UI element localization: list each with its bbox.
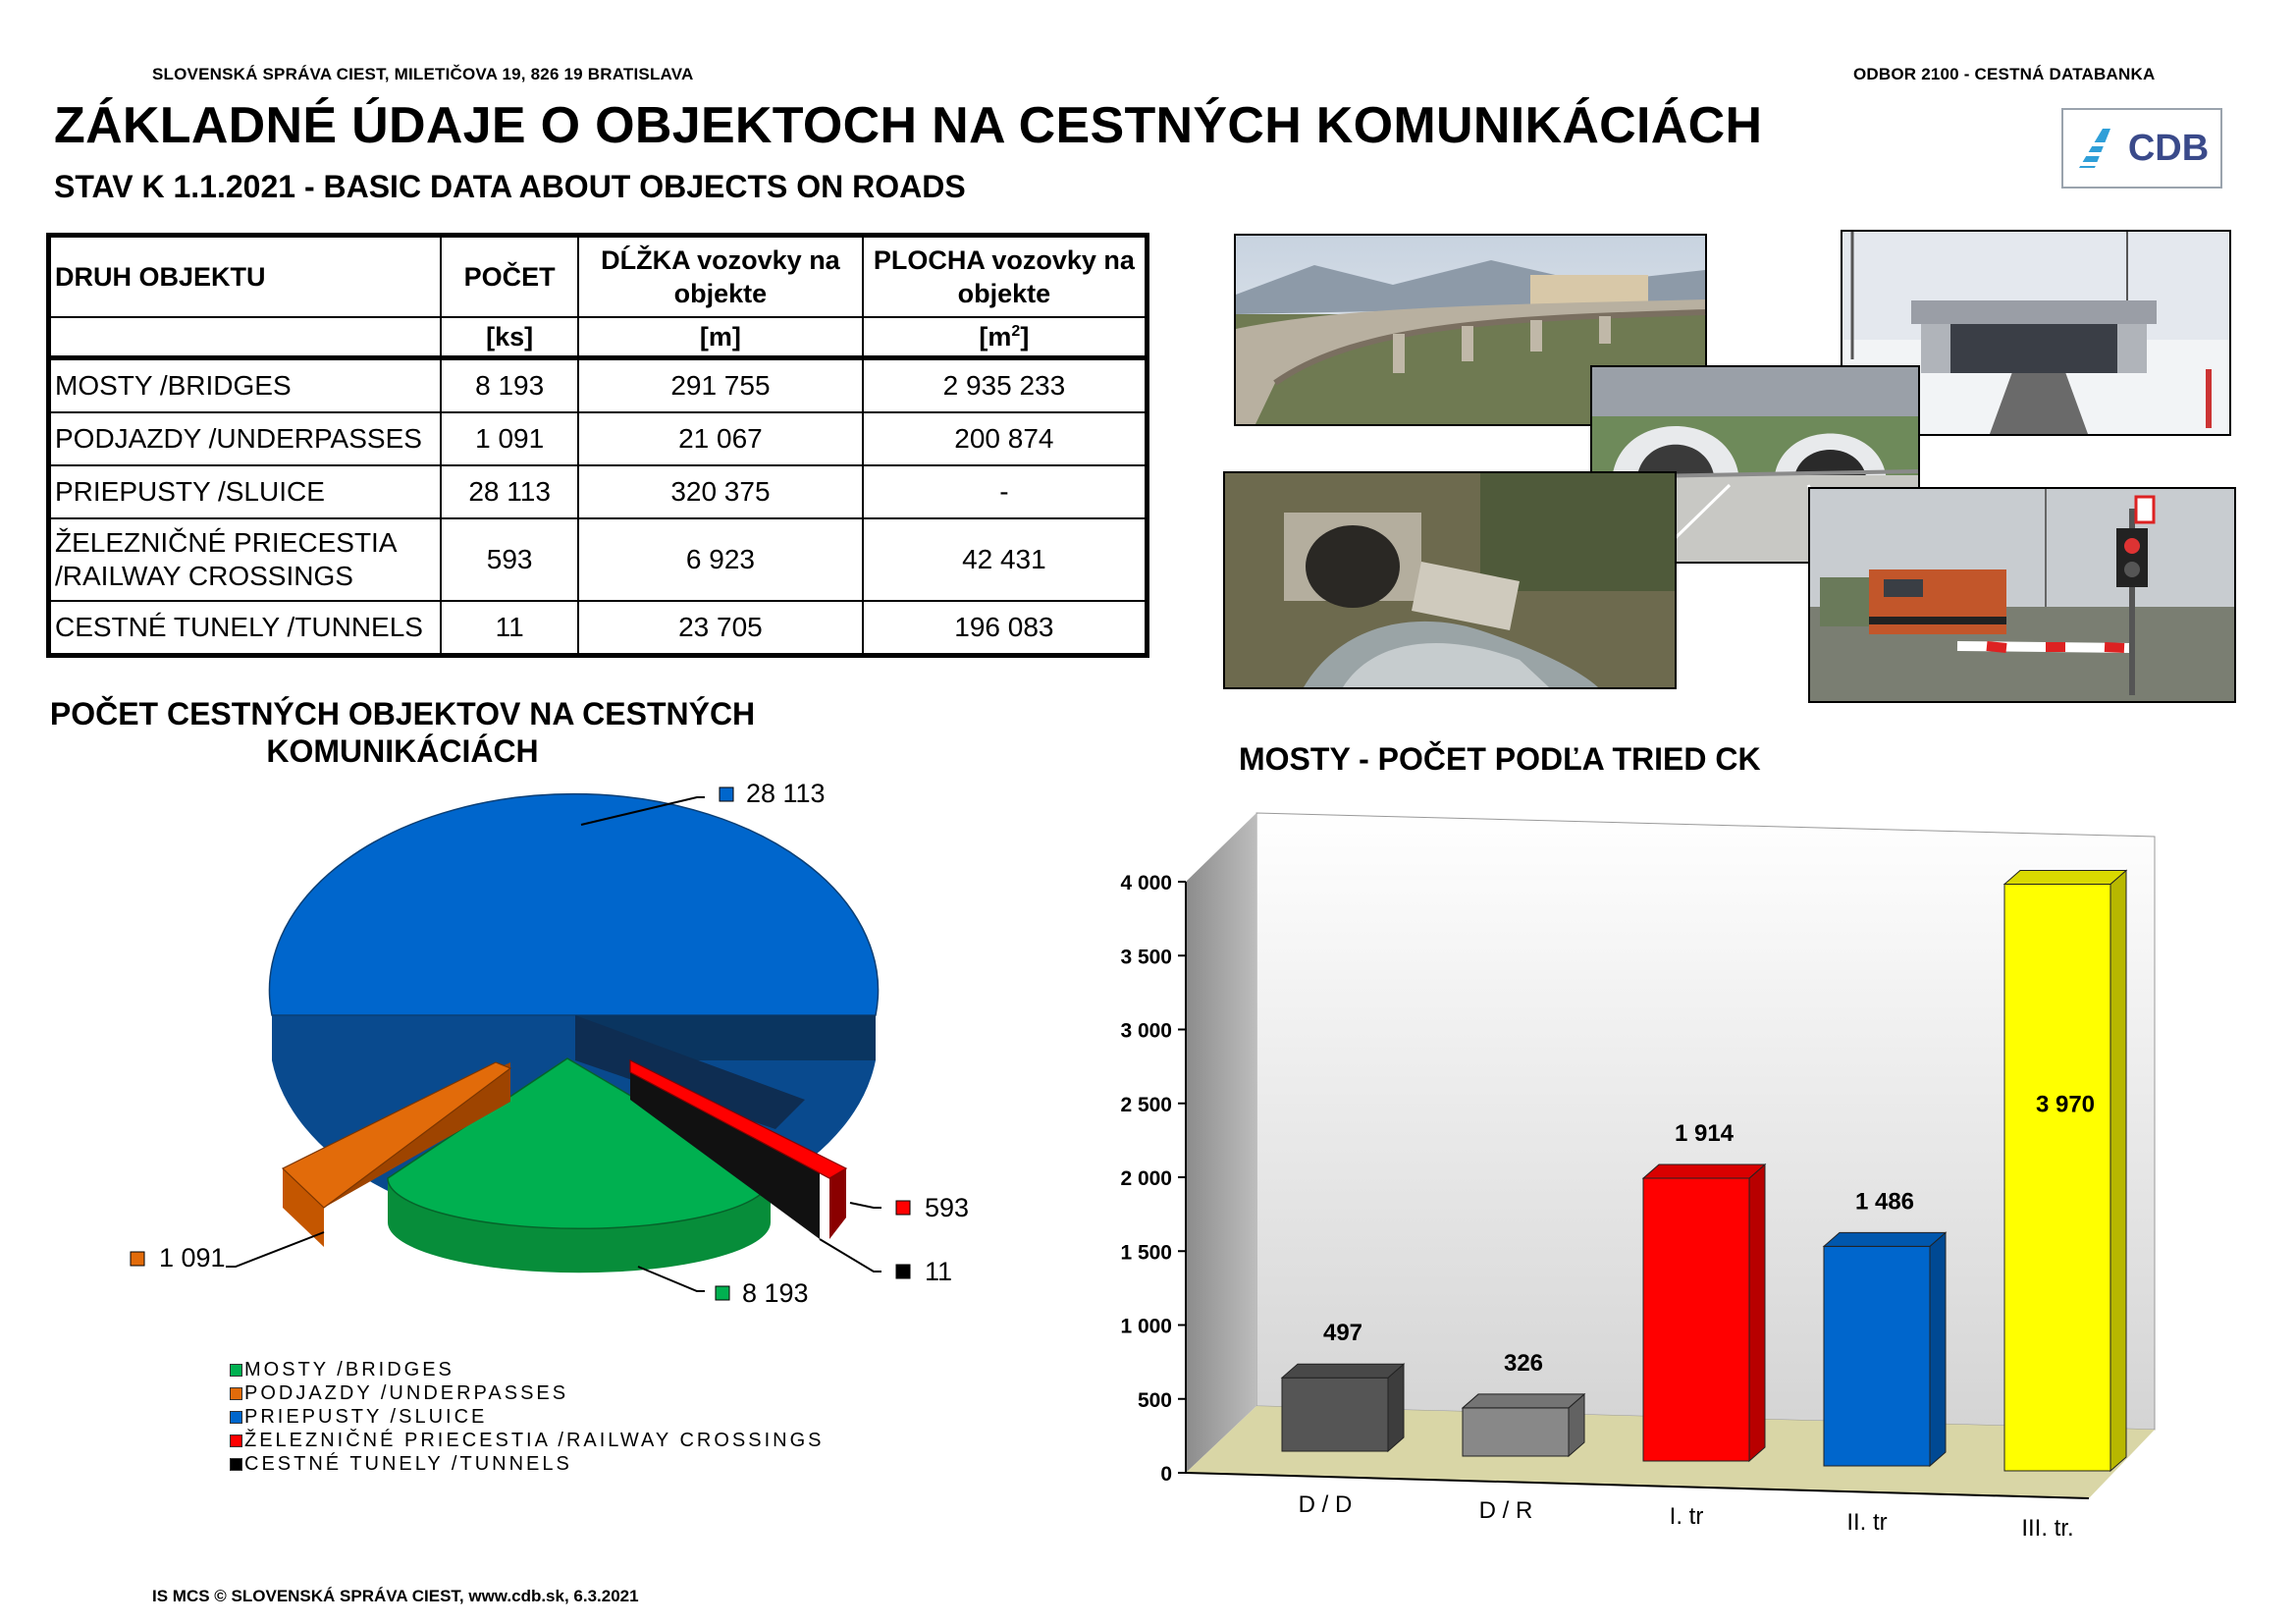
- row-length: 6 923: [578, 518, 863, 601]
- legend-item: [230, 1429, 824, 1452]
- x-tick-label: III. tr.: [2021, 1515, 2074, 1542]
- leader-line-underpasses: [226, 1232, 324, 1267]
- table-row: [49, 412, 1148, 465]
- culvert-photo: [1223, 471, 1677, 689]
- legend-swatch: [230, 1387, 242, 1400]
- bar-side-3: [1749, 1164, 1765, 1461]
- bar-value-label: 3 970: [2035, 1091, 2096, 1118]
- bar-value-label: 1 914: [1674, 1119, 1735, 1147]
- pie-label-sluice: 28 113: [746, 779, 826, 808]
- header-area: PLOCHA vozovky na objekte: [863, 236, 1148, 318]
- label-swatch-sluice: [720, 787, 733, 801]
- row-name: PRIEPUSTY /SLUICE: [49, 465, 442, 518]
- organization-address: SLOVENSKÁ SPRÁVA CIEST, MILETIČOVA 19, 826 19 BRATISLAVA: [152, 65, 694, 83]
- legend-swatch: [230, 1364, 242, 1377]
- table-row: [49, 518, 1148, 601]
- row-name: ŽELEZNIČNÉ PRIECESTIA /RAILWAY CROSSINGS: [49, 518, 442, 601]
- bar-side-4: [1930, 1232, 1946, 1466]
- page-title: ZÁKLADNÉ ÚDAJE O OBJEKTOCH NA CESTNÝCH KOMUNIKÁCIÁCH: [54, 97, 1763, 154]
- row-length: 21 067: [578, 412, 863, 465]
- leader-line-tunnels: [820, 1239, 881, 1272]
- label-swatch-underpasses: [131, 1252, 144, 1266]
- y-tick-label: 1 500: [1120, 1241, 1172, 1265]
- x-tick-label: I. tr: [1669, 1503, 1704, 1530]
- department-label: ODBOR 2100 - CESTNÁ DATABANKA: [1853, 65, 2156, 83]
- x-tick-label: D / R: [1478, 1497, 1533, 1524]
- table-units-row: [49, 317, 1148, 358]
- legend-label: PRIEPUSTY /SLUICE: [244, 1405, 488, 1428]
- y-tick-label: 2 500: [1120, 1093, 1172, 1116]
- row-count: 28 113: [441, 465, 578, 518]
- bar-1: [1282, 1378, 1388, 1451]
- page-subtitle: STAV K 1.1.2021 - BASIC DATA ABOUT OBJECTS ON ROADS: [54, 169, 966, 204]
- cdb-logo-text: CDB: [2127, 127, 2210, 169]
- x-tick-label: II. tr: [1846, 1509, 1888, 1536]
- pie-slice-railway-side: [829, 1168, 846, 1239]
- y-tick-label: 4 000: [1120, 872, 1172, 894]
- label-swatch-tunnels: [896, 1265, 910, 1278]
- row-length: 23 705: [578, 601, 863, 656]
- bar-value-label: 497: [1322, 1320, 1363, 1347]
- legend-swatch: [230, 1411, 242, 1424]
- pie-label-tunnels: 11: [925, 1257, 953, 1286]
- y-tick-label: 3 500: [1120, 946, 1172, 969]
- bar-top-1: [1282, 1364, 1404, 1378]
- bar-value-label: 326: [1503, 1349, 1544, 1377]
- header-object-type: DRUH OBJEKTU: [49, 236, 442, 318]
- legend-swatch: [230, 1435, 242, 1447]
- legend-label: PODJAZDY /UNDERPASSES: [244, 1381, 569, 1404]
- row-area: 2 935 233: [863, 358, 1148, 413]
- cdb-logo: [2061, 108, 2222, 189]
- table-row: [49, 358, 1148, 413]
- bar-top-3: [1643, 1164, 1765, 1178]
- pie-chart: [98, 766, 970, 1316]
- label-swatch-railway: [896, 1201, 910, 1215]
- row-length: 291 755: [578, 358, 863, 413]
- bar-3: [1643, 1178, 1749, 1461]
- legend-item: [230, 1381, 824, 1405]
- header-length: DĹŽKA vozovky na objekte: [578, 236, 863, 318]
- y-tick-label: 500: [1137, 1388, 1172, 1412]
- bar-top-4: [1824, 1232, 1946, 1246]
- bar-4: [1824, 1246, 1930, 1466]
- pie-chart-title-line2: KOMUNIKÁCIÁCH: [266, 733, 539, 769]
- row-name: MOSTY /BRIDGES: [49, 358, 442, 413]
- bar-chart-title: MOSTY - POČET PODĽA TRIED CK: [1239, 741, 1761, 777]
- legend-swatch: [230, 1458, 242, 1471]
- y-axis-ticks: [1120, 872, 1186, 1486]
- railway-crossing-photo: [1808, 487, 2236, 703]
- y-tick-label: 2 000: [1120, 1167, 1172, 1190]
- objects-table: [46, 233, 1149, 658]
- pie-slice-sluice: [269, 794, 878, 1015]
- row-count: 593: [441, 518, 578, 601]
- table-header-row: [49, 236, 1148, 318]
- cdb-logo-icon: [2075, 127, 2124, 170]
- pie-label-bridges: 8 193: [742, 1278, 809, 1308]
- unit-count: [ks]: [441, 317, 578, 358]
- bar-side-5: [2110, 871, 2126, 1471]
- unit-empty: [49, 317, 442, 358]
- x-axis-labels: [1299, 1491, 2074, 1542]
- bar-value-label: 1 486: [1854, 1188, 1915, 1216]
- y-tick-label: 3 000: [1120, 1019, 1172, 1043]
- row-name: PODJAZDY /UNDERPASSES: [49, 412, 442, 465]
- chart-side-wall: [1186, 813, 1256, 1473]
- legend-label: ŽELEZNIČNÉ PRIECESTIA /RAILWAY CROSSINGS: [244, 1429, 825, 1451]
- y-tick-label: 0: [1160, 1463, 1172, 1486]
- table-row: [49, 465, 1148, 518]
- row-area: 42 431: [863, 518, 1148, 601]
- bar-5: [2004, 885, 2110, 1471]
- pie-label-underpasses: 1 091: [159, 1243, 226, 1272]
- bar-2: [1463, 1408, 1569, 1456]
- bar-top-5: [2004, 871, 2126, 885]
- leader-line-railway: [850, 1203, 881, 1208]
- table-row: [49, 601, 1148, 656]
- row-count: 8 193: [441, 358, 578, 413]
- legend-label: MOSTY /BRIDGES: [244, 1358, 454, 1380]
- row-area: -: [863, 465, 1148, 518]
- legend-item: [230, 1358, 824, 1381]
- pie-label-railway: 593: [925, 1193, 970, 1222]
- unit-area: $[m^2]$: [863, 317, 1148, 358]
- leader-line-bridges: [638, 1267, 705, 1291]
- legend-item: [230, 1452, 824, 1476]
- footer-text: IS MCS © SLOVENSKÁ SPRÁVA CIEST, www.cdb.sk, 6.3.2021: [152, 1587, 639, 1605]
- bar-side-1: [1388, 1364, 1404, 1451]
- pie-chart-title: [39, 695, 766, 770]
- pie-legend: [230, 1358, 824, 1476]
- bar-chart: [1080, 795, 2189, 1561]
- unit-length: [m]: [578, 317, 863, 358]
- header-count: POČET: [441, 236, 578, 318]
- bar-top-2: [1463, 1394, 1584, 1408]
- x-tick-label: D / D: [1298, 1491, 1353, 1518]
- row-length: 320 375: [578, 465, 863, 518]
- y-tick-label: 1 000: [1120, 1315, 1172, 1338]
- row-count: 1 091: [441, 412, 578, 465]
- row-area: 200 874: [863, 412, 1148, 465]
- row-count: 11: [441, 601, 578, 656]
- label-swatch-bridges: [716, 1286, 729, 1300]
- row-name: CESTNÉ TUNELY /TUNNELS: [49, 601, 442, 656]
- legend-label: CESTNÉ TUNELY /TUNNELS: [244, 1452, 572, 1475]
- legend-item: [230, 1405, 824, 1429]
- row-area: 196 083: [863, 601, 1148, 656]
- pie-chart-title-line1: POČET CESTNÝCH OBJEKTOV NA CESTNÝCH: [49, 696, 756, 731]
